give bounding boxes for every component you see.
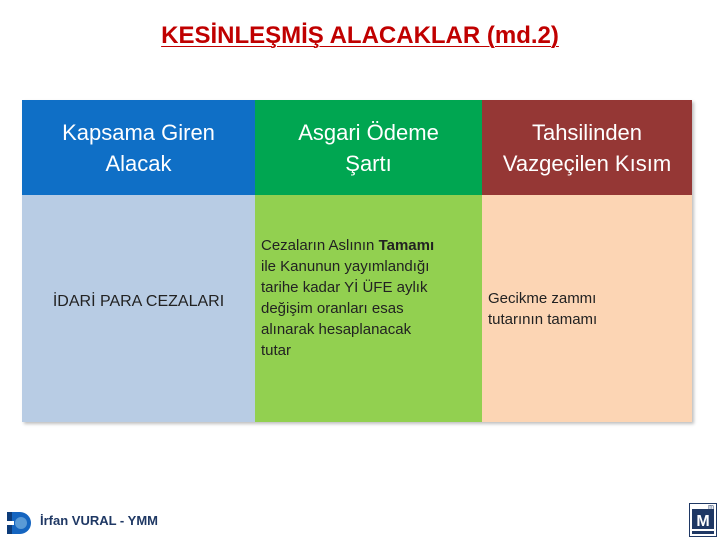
asgari-line1-bold: Tamamı xyxy=(378,237,435,254)
asgari-line2: ile Kanunun yayımlandığı xyxy=(261,258,430,275)
asgari-line1 xyxy=(261,235,474,256)
cell-asgari-odeme-text xyxy=(261,235,474,361)
alacak-table xyxy=(22,100,692,422)
header-tahsilinden xyxy=(482,100,692,195)
header-asgari xyxy=(255,100,482,195)
cell-asgari-odeme xyxy=(255,195,482,422)
asgari-line6: tutar xyxy=(261,342,292,359)
mm-logo-icon xyxy=(689,503,717,537)
header-kapsama-line1: Kapsama Giren xyxy=(62,119,215,145)
header-kapsama xyxy=(22,100,255,195)
asgari-line5: alınarak hesaplanacak xyxy=(261,321,412,338)
vazgecilen-line2: tutarının tamamı xyxy=(488,311,598,328)
asgari-line4: değişim oranları esas xyxy=(261,300,404,317)
header-kapsama-line2: Alacak xyxy=(105,150,172,176)
asgari-line3: tarihe kadar Yİ ÜFE aylık xyxy=(261,279,428,296)
header-tahsilinden-line1: Tahsilinden xyxy=(531,119,643,145)
ivb-logo-icon xyxy=(4,508,32,538)
vazgecilen-line1: Gecikme zammı xyxy=(488,290,597,307)
header-asgari-line1: Asgari Ödeme xyxy=(298,119,439,145)
slide-title: KESİNLEŞMİŞ ALACAKLAR (md.2) xyxy=(161,22,559,49)
cell-vazgecilen xyxy=(482,195,692,422)
cell-vazgecilen-text xyxy=(488,288,686,330)
header-asgari-text xyxy=(255,117,482,179)
svg-text:M: M xyxy=(696,513,710,530)
header-tahsilinden-text xyxy=(482,117,692,179)
cell-idari-para-text: İDARİ PARA CEZALARI xyxy=(52,293,225,310)
cell-idari-para xyxy=(22,195,255,422)
header-tahsilinden-line2: Vazgeçilen Kısım xyxy=(502,150,672,176)
header-kapsama-text xyxy=(22,117,255,179)
svg-text:m: m xyxy=(708,504,714,511)
footer-author: İrfan VURAL - YMM xyxy=(40,513,158,528)
header-asgari-line2: Şartı xyxy=(345,150,392,176)
asgari-line1-normal: Cezaların Aslının xyxy=(261,237,375,254)
